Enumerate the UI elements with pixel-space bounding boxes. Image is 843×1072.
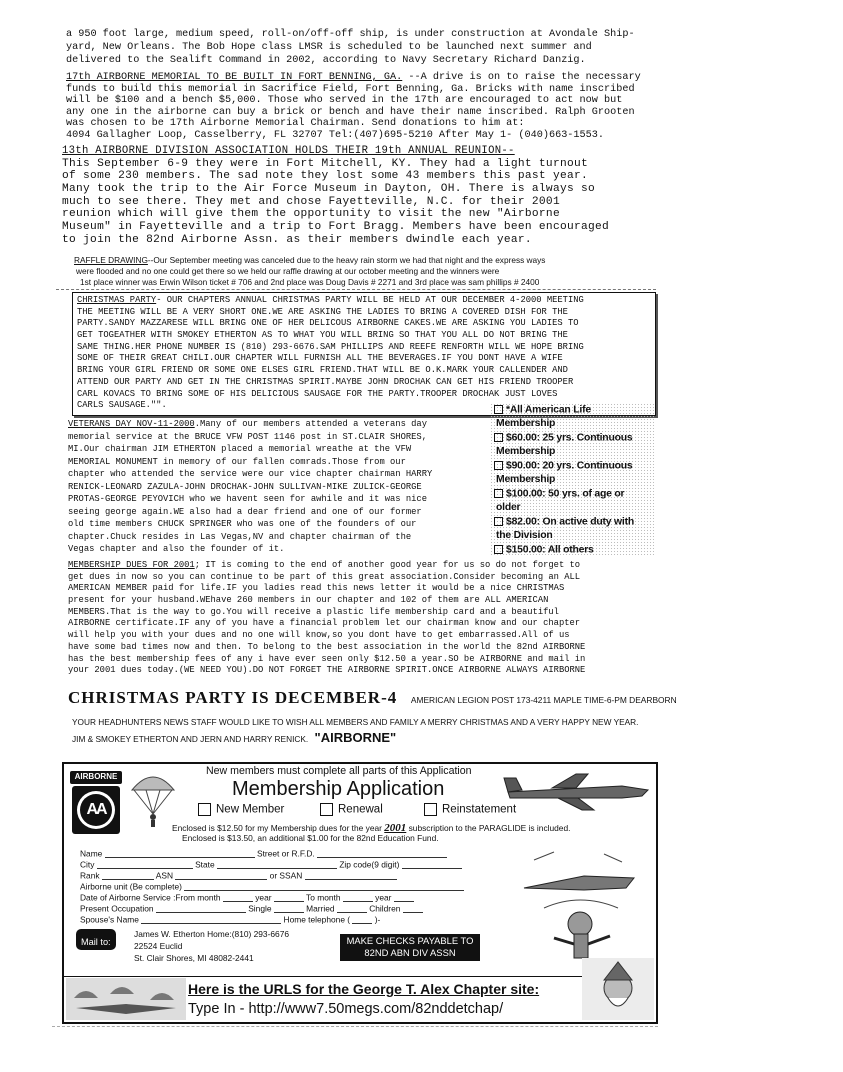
text-line: present for your husband.WEhave 260 members in our chapter and 102 of them are ALL AMERICAN [68,595,549,606]
patch-label: AIRBORNE [74,772,118,781]
home-telephone-field[interactable] [352,915,372,924]
enclosed-text-2: Enclosed is $13.50, an additional $1.00 for the 82nd Education Fund. [182,833,439,843]
checkbox-icon [494,405,503,414]
intro-paragraph [66,30,635,69]
text-line: memorial service at the BRUCE VFW POST 1146 post in ST.CLAIR SHORES, [68,431,427,442]
asn-field[interactable] [175,871,267,880]
children-field[interactable] [403,904,423,913]
page-bottom-divider [52,1026,658,1027]
service-label: Date of Airborne Service :From month [80,892,221,903]
street-field[interactable] [317,849,447,858]
text-line: Many took the trip to the Air Force Museum in Dayton, OH. There is always so [62,182,596,195]
text-line: BRING YOUR GIRL FRIEND OR SOME ONE ELSES GIRL FRIEND.THAT WILL BE O.K.MARK YOUR CALLENDER AND [77,365,568,376]
memorial-article [66,73,641,142]
text-line: --Our September meeting was canceled due to the heavy rain storm we had that night and the express ways [147,255,546,265]
rank-label: Rank [80,870,100,881]
christmas-heading: CHRISTMAS PARTY [77,295,157,305]
text-line: ; IT is coming to the end of another good year for us so do not forget to [194,560,581,570]
raffle-heading: RAFFLE DRAWING [74,255,148,265]
membership-option: Membership [496,418,556,429]
ssan-field[interactable] [305,871,397,880]
memorial-heading: 17th AIRBORNE MEMORIAL TO BE BUILT IN FORT BENNING, GA. [66,72,403,83]
city-label: City [80,859,95,870]
text-line: CARLS SAUSAGE."". [77,400,167,411]
make-checks-badge [340,934,480,961]
text-line: old time members CHUCK SPRINGER who was one of the founders of our [68,519,417,529]
membership-option: $82.00: On active duty with [506,516,634,528]
parachute-icon [128,768,178,828]
membership-option: $150.00: All others [506,544,594,556]
text-line: 4094 Gallagher Loop, Casselberry, FL 32707 Tel:(407)695-5210 After May 1- (040)663-1553. [66,129,604,141]
membership-options-box [490,403,654,555]
renewal-checkbox[interactable] [320,803,333,816]
mail-to-badge [76,929,116,950]
text-line: any one in the airborne can buy a brick or bench and have their name inscribed. Ralph Grooten [66,106,635,118]
text-line: 1st place winner was Erwin Wilson ticket # 706 and 2nd place was Doug Davis # 2271 and 3rd place was sam phillips # 2400 [80,277,540,287]
application-notice: New members must complete all parts of this Application [206,765,472,777]
greeting-line: YOUR HEADHUNTERS NEWS STAFF WOULD LIKE TO WISH ALL MEMBERS AND FAMILY A MERRY CHRISTMAS AND A VERY HAPPY NEW YEAR. [72,717,639,727]
ssan-label: or SSAN [269,870,303,881]
reinstatement-checkbox[interactable] [424,803,437,816]
spouse-field[interactable] [141,915,281,924]
url-banner [64,976,584,1021]
url-intro: Here is the URLS for the George T. Alex Chapter site: [188,981,540,997]
spouse-label: Spouse's Name [80,914,139,925]
make-checks-line: 82ND ABN DIV ASSN [364,947,456,958]
membership-option: $90.00: 20 yrs. Continuous [506,460,633,472]
unit-field[interactable] [184,882,464,891]
chapter-url-link[interactable]: Type In - http://www7.50megs.com/82nddetchap/ [188,1001,504,1017]
text-line: of some 230 members. The sad note they lost some 43 members this past year. [62,170,589,183]
airborne-slogan: "AIRBORNE" [314,730,397,745]
mailing-address-line: James W. Etherton Home:(810) 293-6676 [134,929,290,939]
to-month-label: To month [306,892,341,903]
patch-letters: AA [86,801,106,818]
dues-year: 2001 [384,822,407,834]
text-line: --A drive is on to raise the necessary [408,72,641,83]
children-label: Children [369,903,401,914]
text-line: were flooded and no one could get there so we held our raffle drawing at our october meeting and the winners were [76,266,500,276]
from-year-field[interactable] [274,893,304,902]
membership-option: Membership [496,446,556,457]
airborne-patch [68,770,124,836]
checkbox-icon [494,433,503,442]
christmas-banner-title: CHRISTMAS PARTY IS DECEMBER-4 [68,688,398,707]
raffle-underline [56,289,656,290]
text-line: much to see there. They met and chose Fayetteville, N.C. for their 2001 [62,195,560,208]
occupation-field[interactable] [156,904,246,913]
dues-article [68,561,585,678]
rank-field[interactable] [102,871,154,880]
dues-heading: MEMBERSHIP DUES FOR 2001 [68,560,195,570]
renewal-label: Renewal [338,803,383,816]
text-line: PARTY.SANDY MAZZARESE WILL BRING ONE OF HER DELICOUS AIRBORNE CAKES.WE ARE ASKING YOU LADIES TO [77,318,579,329]
text-line: RENICK-LEONARD ZAZULA-JOHN DROCHAK-JOHN SULLIVAN-MIKE ZULICK-GEORGE [68,481,422,492]
text-line: a 950 foot large, medium speed, roll-on/off-off ship, is under construction at Avondale Ship- [66,29,635,40]
membership-application-form [62,762,658,1024]
street-label: Street or R.F.D. [257,848,315,859]
name-field[interactable] [105,849,255,858]
christmas-banner-location: AMERICAN LEGION POST 173-4211 MAPLE TIME-6-PM DEARBORN [410,695,677,705]
text-line: has the best membership fees of any i have ever seen only $12.50 a year.SO be AIRBORNE and mail in [68,653,586,664]
membership-option: $60.00: 25 yrs. Continuous [506,432,633,444]
make-checks-line: MAKE CHECKS PAYABLE TO [346,935,474,946]
single-label: Single [248,903,272,914]
text-line: AIRBORNE certificate.IF any of you have a financial problem let our chairman know and our chapter [68,618,581,629]
home-telephone-label: Home telephone ( [283,914,351,925]
mailing-address-line: 22524 Euclid [134,941,183,951]
reinstatement-label: Reinstatement [442,803,517,816]
text-line: SAME THING.HER PHONE NUMBER IS (810) 293-6676.SAM PHILLIPS AND REEFE RENFORTH WILL WE HOPE BRING [77,341,584,352]
membership-option: Membership [496,474,556,485]
checkbox-icon [494,545,503,554]
santa-illustration-icon [582,958,654,1020]
membership-option: the Division [496,530,553,541]
zip-field[interactable] [402,860,462,869]
raffle-article [74,256,545,289]
paratrooper-illustration-icon [514,848,644,968]
text-line: SOME OF THEIR GREAT CHILI.OUR CHAPTER WILL FURNISH ALL THE BEVERAGES.IF YOU DONT HAVE A WIFE [77,353,563,364]
text-line: Vegas chapter and also the founder of it. [68,544,285,554]
text-line: GET TOGEATHER WITH SMOKEY ETHERTON AS TO WHAT YOU WILL BRING SO THAT YOU ALL DO NOT BRING THE [77,330,568,341]
text-line: ATTEND OUR PARTY AND GET IN THE CHRISTMAS SPIRIT.MAYBE JOHN DROCHAK CAN GET HIS FRIEND TROOPER [77,376,574,387]
text-line: yard, New Orleans. The Bob Hope class LMSR is scheduled to be launched next summer and [66,42,592,53]
state-field[interactable] [217,860,337,869]
application-title: Membership Application [232,778,445,800]
membership-option: *All American Life [506,404,591,416]
mailing-address-line: St. Clair Shores, MI 48082-2441 [134,953,254,963]
married-field[interactable] [337,904,367,913]
text-line: seeing george again.WE also had a dear friend and one of our former [68,506,422,517]
text-line: THE MEETING WILL BE A VERY SHORT ONE.WE ARE ASKING THE LADIES TO BRING A COVERED DISH FOR THE [77,306,568,317]
married-label: Married [306,903,335,914]
text-line: CARL KOVACS TO BRING SOME OF HIS DELICIOUS SAUSAGE FOR THE PARTY.TROOPER DROCHAK JUST LOVES [77,388,558,399]
text-line: will help you with your dues and no one will know,so you dont have to get embarrassed.All of us [68,630,570,641]
airplane-icon [502,770,652,814]
veterans-heading: VETERANS DAY NOV-11-2000 [68,419,195,429]
single-field[interactable] [274,904,304,913]
text-line: PROTAS-GEORGE PEYOVICH who we havent seen for awhile and it was nice [68,494,427,504]
text-line: to join the 82nd Airborne Assn. as their members dwindle each year. [62,233,532,246]
reunion-article [62,146,609,247]
veterans-day-article [68,420,432,558]
membership-option: $100.00: 50 yrs. of age or [506,488,625,500]
text-line: will be $100 and a bench $5,000. Those who served in the 17th are encouraged to act now but [66,95,623,106]
text-line: .Many of our members attended a veterans day [194,419,427,429]
text-line: MI.Our chairman JIM ETHERTON placed a memorial wreathe at the VFW [68,444,412,454]
christmas-banner [68,688,677,708]
checkbox-icon [494,461,503,470]
checkbox-icon [494,489,503,498]
new-member-checkbox[interactable] [198,803,211,816]
from-month-field[interactable] [223,893,253,902]
year-label: year [375,892,392,903]
text-line: This September 6-9 they were in Fort Mitchell, KY. They had a light turnout [62,157,589,170]
text-line: - OUR CHAPTERS ANNUAL CHRISTMAS PARTY WILL BE HELD AT OUR DECEMBER 4-2000 MEETING [156,295,584,305]
text-line: funds to build this memorial in Sacrifice Field, Fort Benning, Ga. Bricks with name inscribed [66,83,635,95]
asn-label: ASN [155,870,173,881]
text-line: chapter.Chuck resides in Las Vegas,NV and chapter chairman of the [68,531,412,542]
to-month-field[interactable] [343,893,373,902]
text-line: have some bad times now and then. To belong to the best association in the world the 82nd AIRBORNE [68,641,586,652]
text-line: delivered to the Sealift Command in 2002, according to Navy Secretary Richard Danzig. [66,55,586,66]
state-label: State [195,859,215,870]
unit-label: Airborne unit (Be complete) [80,881,182,892]
zip-label: Zip code(9 digit) [339,859,400,870]
text-line: MEMORIAL MONUMENT in memory of our fallen comrads.Those from our [68,456,406,467]
text-line: was chosen to be 17th Airborne Memorial Chairman. Send donations to him at: [66,118,525,129]
year-label: year [255,892,272,903]
troop-drop-illustration-icon [66,978,186,1020]
enclosed-text: subscription to the PARAGLIDE is included. [408,823,571,833]
membership-option: older [496,502,521,513]
new-member-label: New Member [216,803,285,816]
enclosed-text: Enclosed is $12.50 for my Membership dues for the year [172,823,382,833]
home-telephone-close: )- [374,914,381,925]
name-label: Name [80,848,103,859]
city-field[interactable] [97,860,193,869]
text-line: your 2001 dues today.(WE NEED YOU).DO NOT FORGET THE AIRBORNE SPIRIT.ONCE AIRBORNE ALWAYS AIRBORNE [68,665,586,676]
text-line: chapter who attended the service were our vice chapter chairman HARRY [68,469,433,479]
text-line: MEMBERS.That is the way to go.You will receive a plastic life membership card and a beautiful [68,606,559,617]
greeting [72,717,638,744]
text-line: Museum" in Fayetteville and a trip to Fort Bragg. Members have been encouraged [62,220,610,233]
mail-to-label: Mail to: [81,937,111,947]
text-line: AMERICAN MEMBER paid for life.IF you ladies read this news letter it would be a nice CHRISTMAS [68,583,565,594]
checkbox-icon [494,517,503,526]
text-line: get dues in now so you can continue to be part of this great association.Consider becoming an ALL [68,571,581,582]
greeting-signature: JIM & SMOKEY ETHERTON AND JERN AND HARRY RENICK. [72,734,309,744]
occupation-label: Present Occupation [80,903,154,914]
text-line: reunion which will give them the opportunity to visit the new "Airborne [62,208,560,221]
to-year-field[interactable] [394,893,414,902]
reunion-heading: 13th AIRBORNE DIVISION ASSOCIATION HOLDS THEIR 19th ANNUAL REUNION-- [62,145,515,157]
christmas-party-box [72,292,656,416]
